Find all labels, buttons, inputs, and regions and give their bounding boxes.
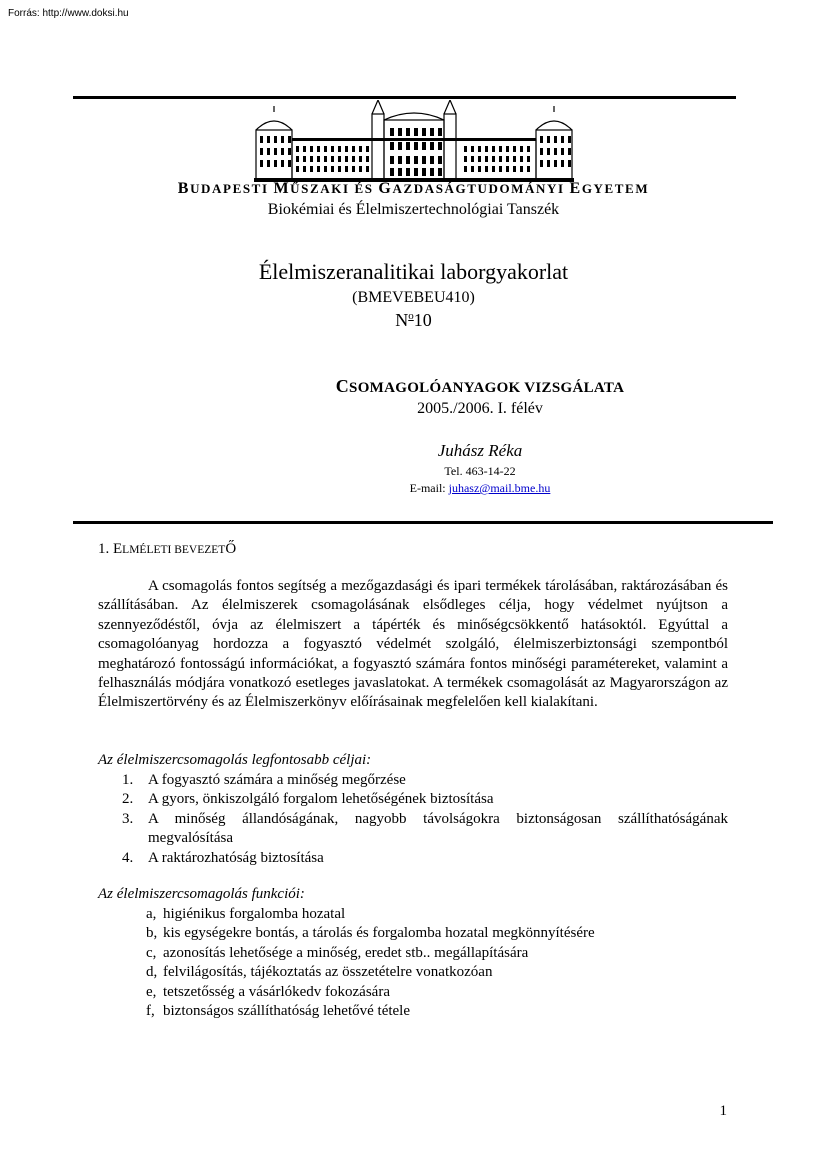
author-name: Juhász Réka <box>437 441 523 460</box>
email-link[interactable]: juhasz@mail.bme.hu <box>448 481 551 495</box>
university-word-4: EGYETEM <box>569 180 650 197</box>
source-label: Forrás: http://www.doksi.hu <box>8 8 129 19</box>
practice-number: $N^o10$ <box>395 310 432 330</box>
goals-list <box>98 771 728 868</box>
university-building-logo <box>254 100 574 182</box>
section-rule <box>73 521 773 524</box>
goals-heading: Az élelmiszercsomagolás legfontosabb céljai: <box>98 752 372 768</box>
department-name: Biokémiai és Élelmiszertechnológiai Tanszék <box>267 201 560 218</box>
list-item: e, tetszetősség a vásárlókedv fokozására <box>146 983 390 1000</box>
list-item: 3. A minőség állandóságának, nagyobb távolságokra biztonságosan szállíthatóságának megvalósítása <box>122 810 728 847</box>
course-code: (BMEVEBEU410) <box>352 289 475 306</box>
telephone: Tel. 463-14-22 <box>444 464 516 478</box>
list-item: 2. A gyors, önkiszolgáló forgalom lehetőségének biztosítása <box>122 791 494 808</box>
page-number: 1 <box>719 1103 727 1119</box>
university-word-3: GAZDASÁGTUDOMÁNYI <box>378 180 570 197</box>
header-rule <box>73 96 736 99</box>
intro-paragraph: A csomagolás fontos segítség a mezőgazdasági és ipari termékek tárolásában, raktározásában és szállításában. Az élelmiszerek csomagolásának elsődleges célja, hogy védelmet nyújtson a szennyeződéstől, óvja az élelmiszert a tápérték és minőségcsökkentő hatásoktól. Egyúttal a csomagolóanyag hordozza a fogyasztó védelmét szolgáló, élelmiszerbiztonsági szempontból meghatározó fontosságú információkat, a fogyasztó számára fontos minőségi paramétereket, valamint a felhasználás módjára vonatkozó esetleges javaslatokat. A termékek csomagolását az Magyarországon az Élelmiszertörvény és az Élelmiszerkönyv előírásainak megfelelően kell kialakítani. <box>98 578 728 711</box>
section-heading: 1. ELMÉLETI BEVEZETŐ <box>98 541 237 557</box>
functions-heading: Az élelmiszercsomagolás funkciói: <box>98 886 305 902</box>
university-word-1: BUDAPESTI <box>177 180 274 197</box>
semester: 2005./2006. I. félév <box>417 400 543 417</box>
list-item: a, higiénikus forgalomba hozatal <box>146 906 346 922</box>
list-item: 4. A raktározhatóság biztosítása <box>122 849 324 866</box>
list-item: d, felvilágosítás, tájékoztatás az összetételre vonatkozóan <box>146 964 493 981</box>
list-item: c, azonosítás lehetősége a minőség, eredet stb.. megállapítására <box>146 944 529 961</box>
functions-list <box>98 905 728 1021</box>
email-line: E-mail: juhasz@mail.bme.hu <box>409 481 551 495</box>
course-title: Élelmiszeranalitikai laborgyakorlat <box>258 259 569 284</box>
university-word-2: MŰSZAKI ÉS <box>273 180 379 197</box>
list-item: b, kis egységekre bontás, a tárolás és forgalomba hozatal megkönnyítésére <box>146 925 595 942</box>
list-item: f, biztonságos szállíthatóság lehetővé tétele <box>146 1003 411 1020</box>
list-item: 1. A fogyasztó számára a minőség megőrzése <box>122 772 406 788</box>
document-title: CSOMAGOLÓANYAGOK VIZSGÁLATA <box>335 376 625 396</box>
university-name <box>0 180 827 198</box>
